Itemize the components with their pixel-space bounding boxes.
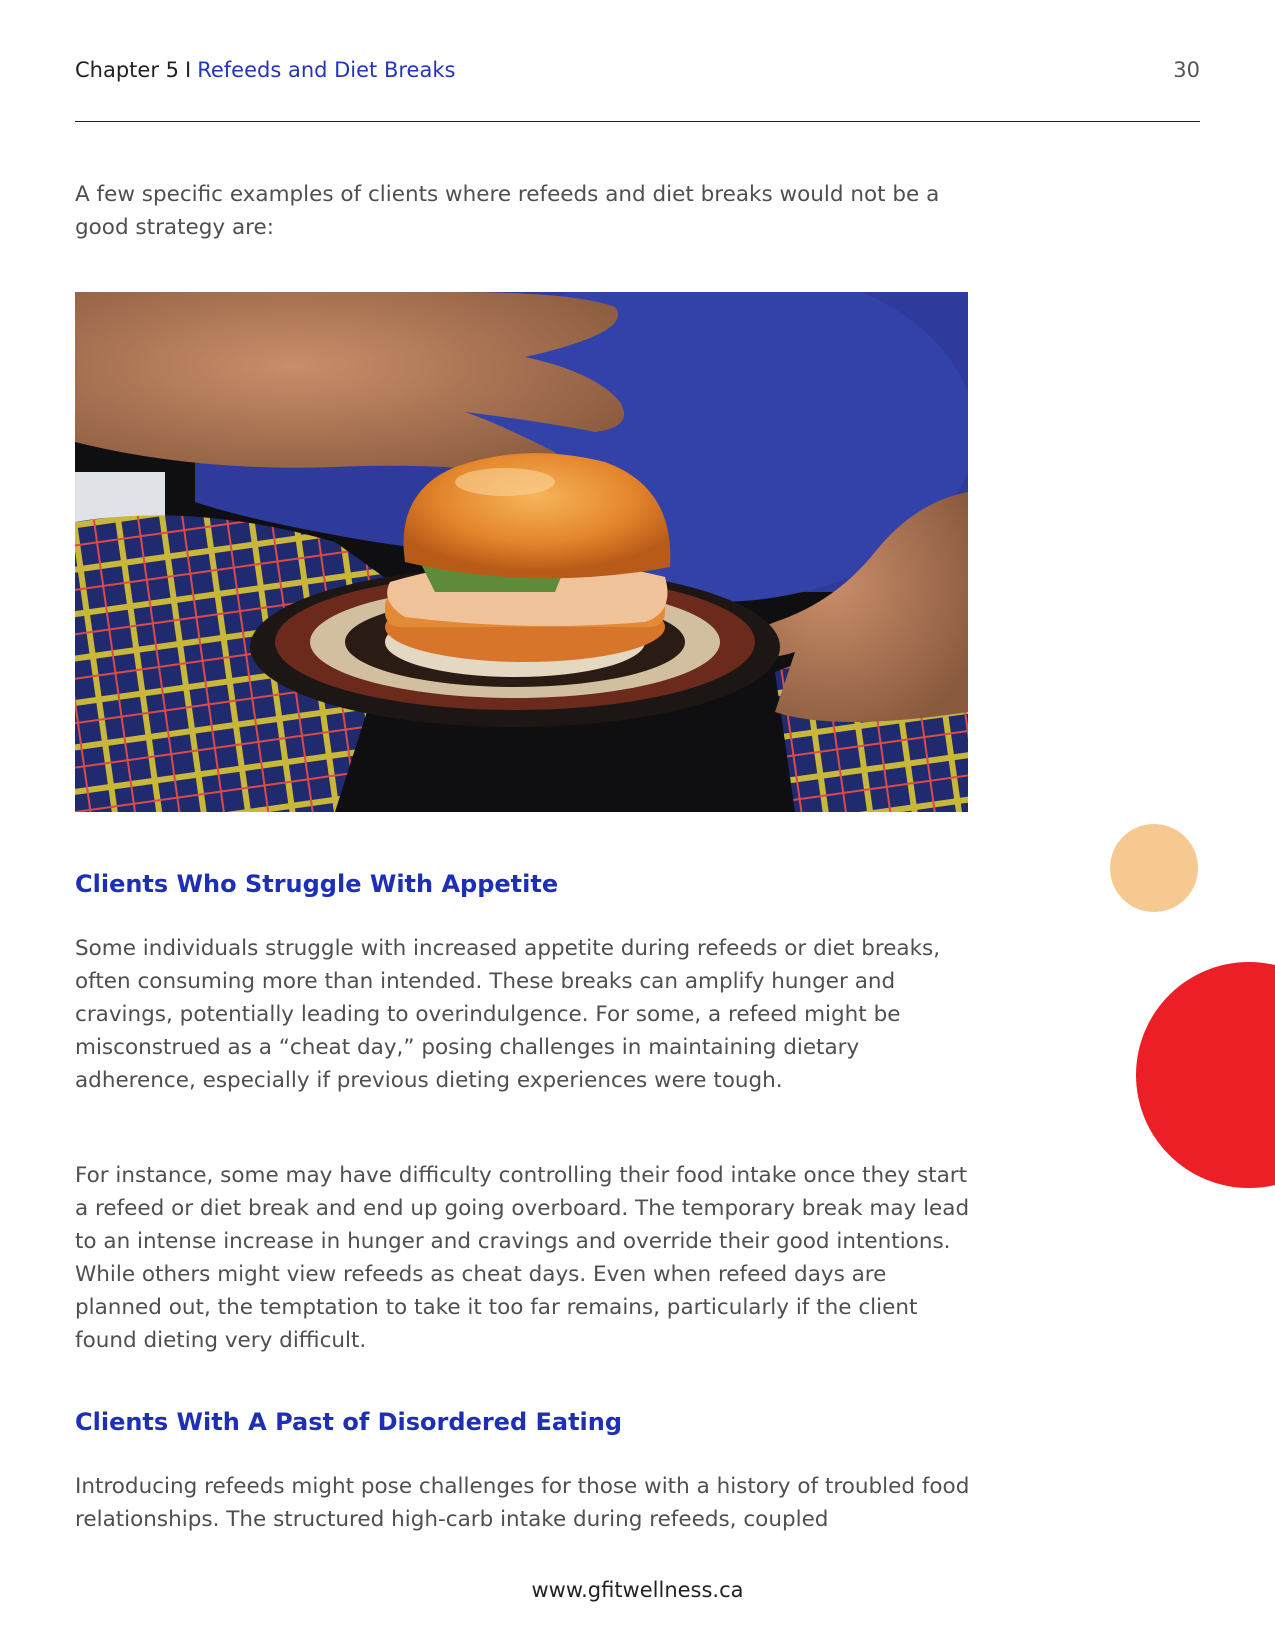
page-header (75, 58, 1200, 88)
section-heading: Clients Who Struggle With Appetite (75, 870, 559, 898)
body-paragraph: Introducing refeeds might pose challenges for those with a history of troubled food relationships. The structured high-carb intake during refeeds, coupled (75, 1474, 970, 1532)
header-divider (75, 121, 1200, 122)
intro-paragraph: A few specific examples of clients where refeeds and diet breaks would not be a good strategy are: (75, 182, 940, 240)
decorative-red-circle (1136, 962, 1275, 1188)
decorative-tan-circle (1110, 824, 1198, 912)
body-paragraph: For instance, some may have difficulty controlling their food intake once they start a refeed or diet break and end up going overboard. The temporary break may lead to an intense increase in hunger and cravings and override their good intentions. While others might view refeeds as cheat days. Even when refeed days are planned out, the temptation to take it too far remains, particularly if the client found dieting very difficult. (75, 1163, 970, 1353)
burger-photo (75, 292, 968, 812)
chapter-number: Chapter 5 (75, 58, 179, 82)
section-title: Refeeds and Diet Breaks (197, 58, 456, 82)
page-number: 30 (1173, 58, 1200, 82)
footer-website: www.gfitwellness.ca (531, 1578, 744, 1602)
chapter-label (75, 58, 455, 82)
header-separator: I (185, 58, 192, 82)
body-paragraph: Some individuals struggle with increased appetite during refeeds or diet breaks, often consuming more than intended. These breaks can amplify hunger and cravings, potentially leading to overindulgence. For some, a refeed might be misconstrued as a “cheat day,” posing challenges in maintaining dietary adherence, especially if previous dieting experiences were tough. (75, 936, 941, 1093)
section-heading: Clients With A Past of Disordered Eating (75, 1408, 623, 1436)
